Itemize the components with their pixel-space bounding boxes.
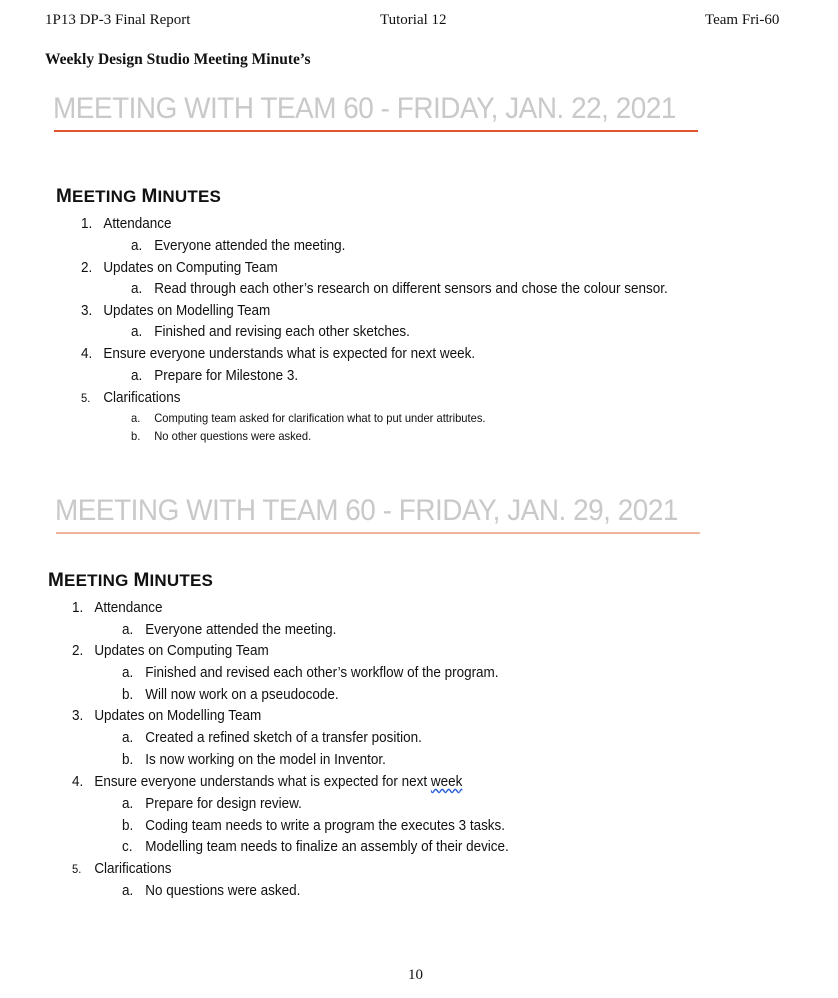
meeting-1-title: MEETING WITH TEAM 60 - FRIDAY, JAN. 22, 2021 [53, 92, 676, 125]
list-subitem: a. Everyone attended the meeting. [131, 238, 346, 254]
list-item: 1. Attendance [72, 600, 163, 616]
list-subitem: a. No questions were asked. [122, 883, 301, 899]
list-subitem: b. Will now work on a pseudocode. [122, 687, 339, 703]
header-tutorial: Tutorial 12 [380, 12, 447, 28]
list-subitem: b. Coding team needs to write a program the executes 3 tasks. [122, 818, 506, 834]
meeting-1-rule [54, 130, 698, 132]
spellcheck-underline: week [430, 774, 463, 790]
list-subitem: a. Finished and revised each other’s workflow of the program. [122, 665, 499, 681]
list-subitem: a. Created a refined sketch of a transfer position. [122, 730, 422, 746]
list-subitem: a. Computing team asked for clarification what to put under attributes. [131, 411, 486, 425]
list-item: 2. Updates on Computing Team [72, 643, 269, 659]
list-subitem: b. Is now working on the model in Inventor. [122, 752, 386, 768]
list-item: 4. Ensure everyone understands what is expected for next week [72, 774, 463, 790]
page-number: 10 [408, 967, 423, 983]
header-report-title: 1P13 DP-3 Final Report [45, 12, 191, 28]
section-subtitle: Weekly Design Studio Meeting Minute’s [45, 51, 311, 68]
list-subitem: a. Read through each other’s research on different sensors and chose the colour sensor. [131, 281, 668, 297]
list-item: 2. Updates on Computing Team [81, 260, 278, 276]
list-subitem: c. Modelling team needs to finalize an assembly of their device. [122, 839, 509, 855]
list-subitem: b. No other questions were asked. [131, 429, 312, 443]
meeting-2-title: MEETING WITH TEAM 60 - FRIDAY, JAN. 29, 2021 [55, 494, 678, 527]
list-item: 1. Attendance [81, 216, 172, 232]
list-subitem: a. Prepare for Milestone 3. [131, 368, 299, 384]
list-item: 5. Clarifications [72, 861, 172, 877]
list-subitem: a. Everyone attended the meeting. [122, 622, 337, 638]
list-item: 3. Updates on Modelling Team [81, 303, 271, 319]
meeting-2-minutes-heading: MEETING MINUTES [48, 570, 214, 591]
list-item: 4. Ensure everyone understands what is expected for next week. [81, 346, 476, 362]
list-item: 3. Updates on Modelling Team [72, 708, 262, 724]
meeting-1-minutes-heading: MEETING MINUTES [56, 186, 222, 207]
header-team: Team Fri-60 [705, 12, 780, 28]
list-subitem: a. Prepare for design review. [122, 796, 302, 812]
list-subitem: a. Finished and revising each other sketches. [131, 324, 410, 340]
list-item: 5. Clarifications [81, 390, 181, 406]
meeting-2-rule [56, 532, 700, 534]
